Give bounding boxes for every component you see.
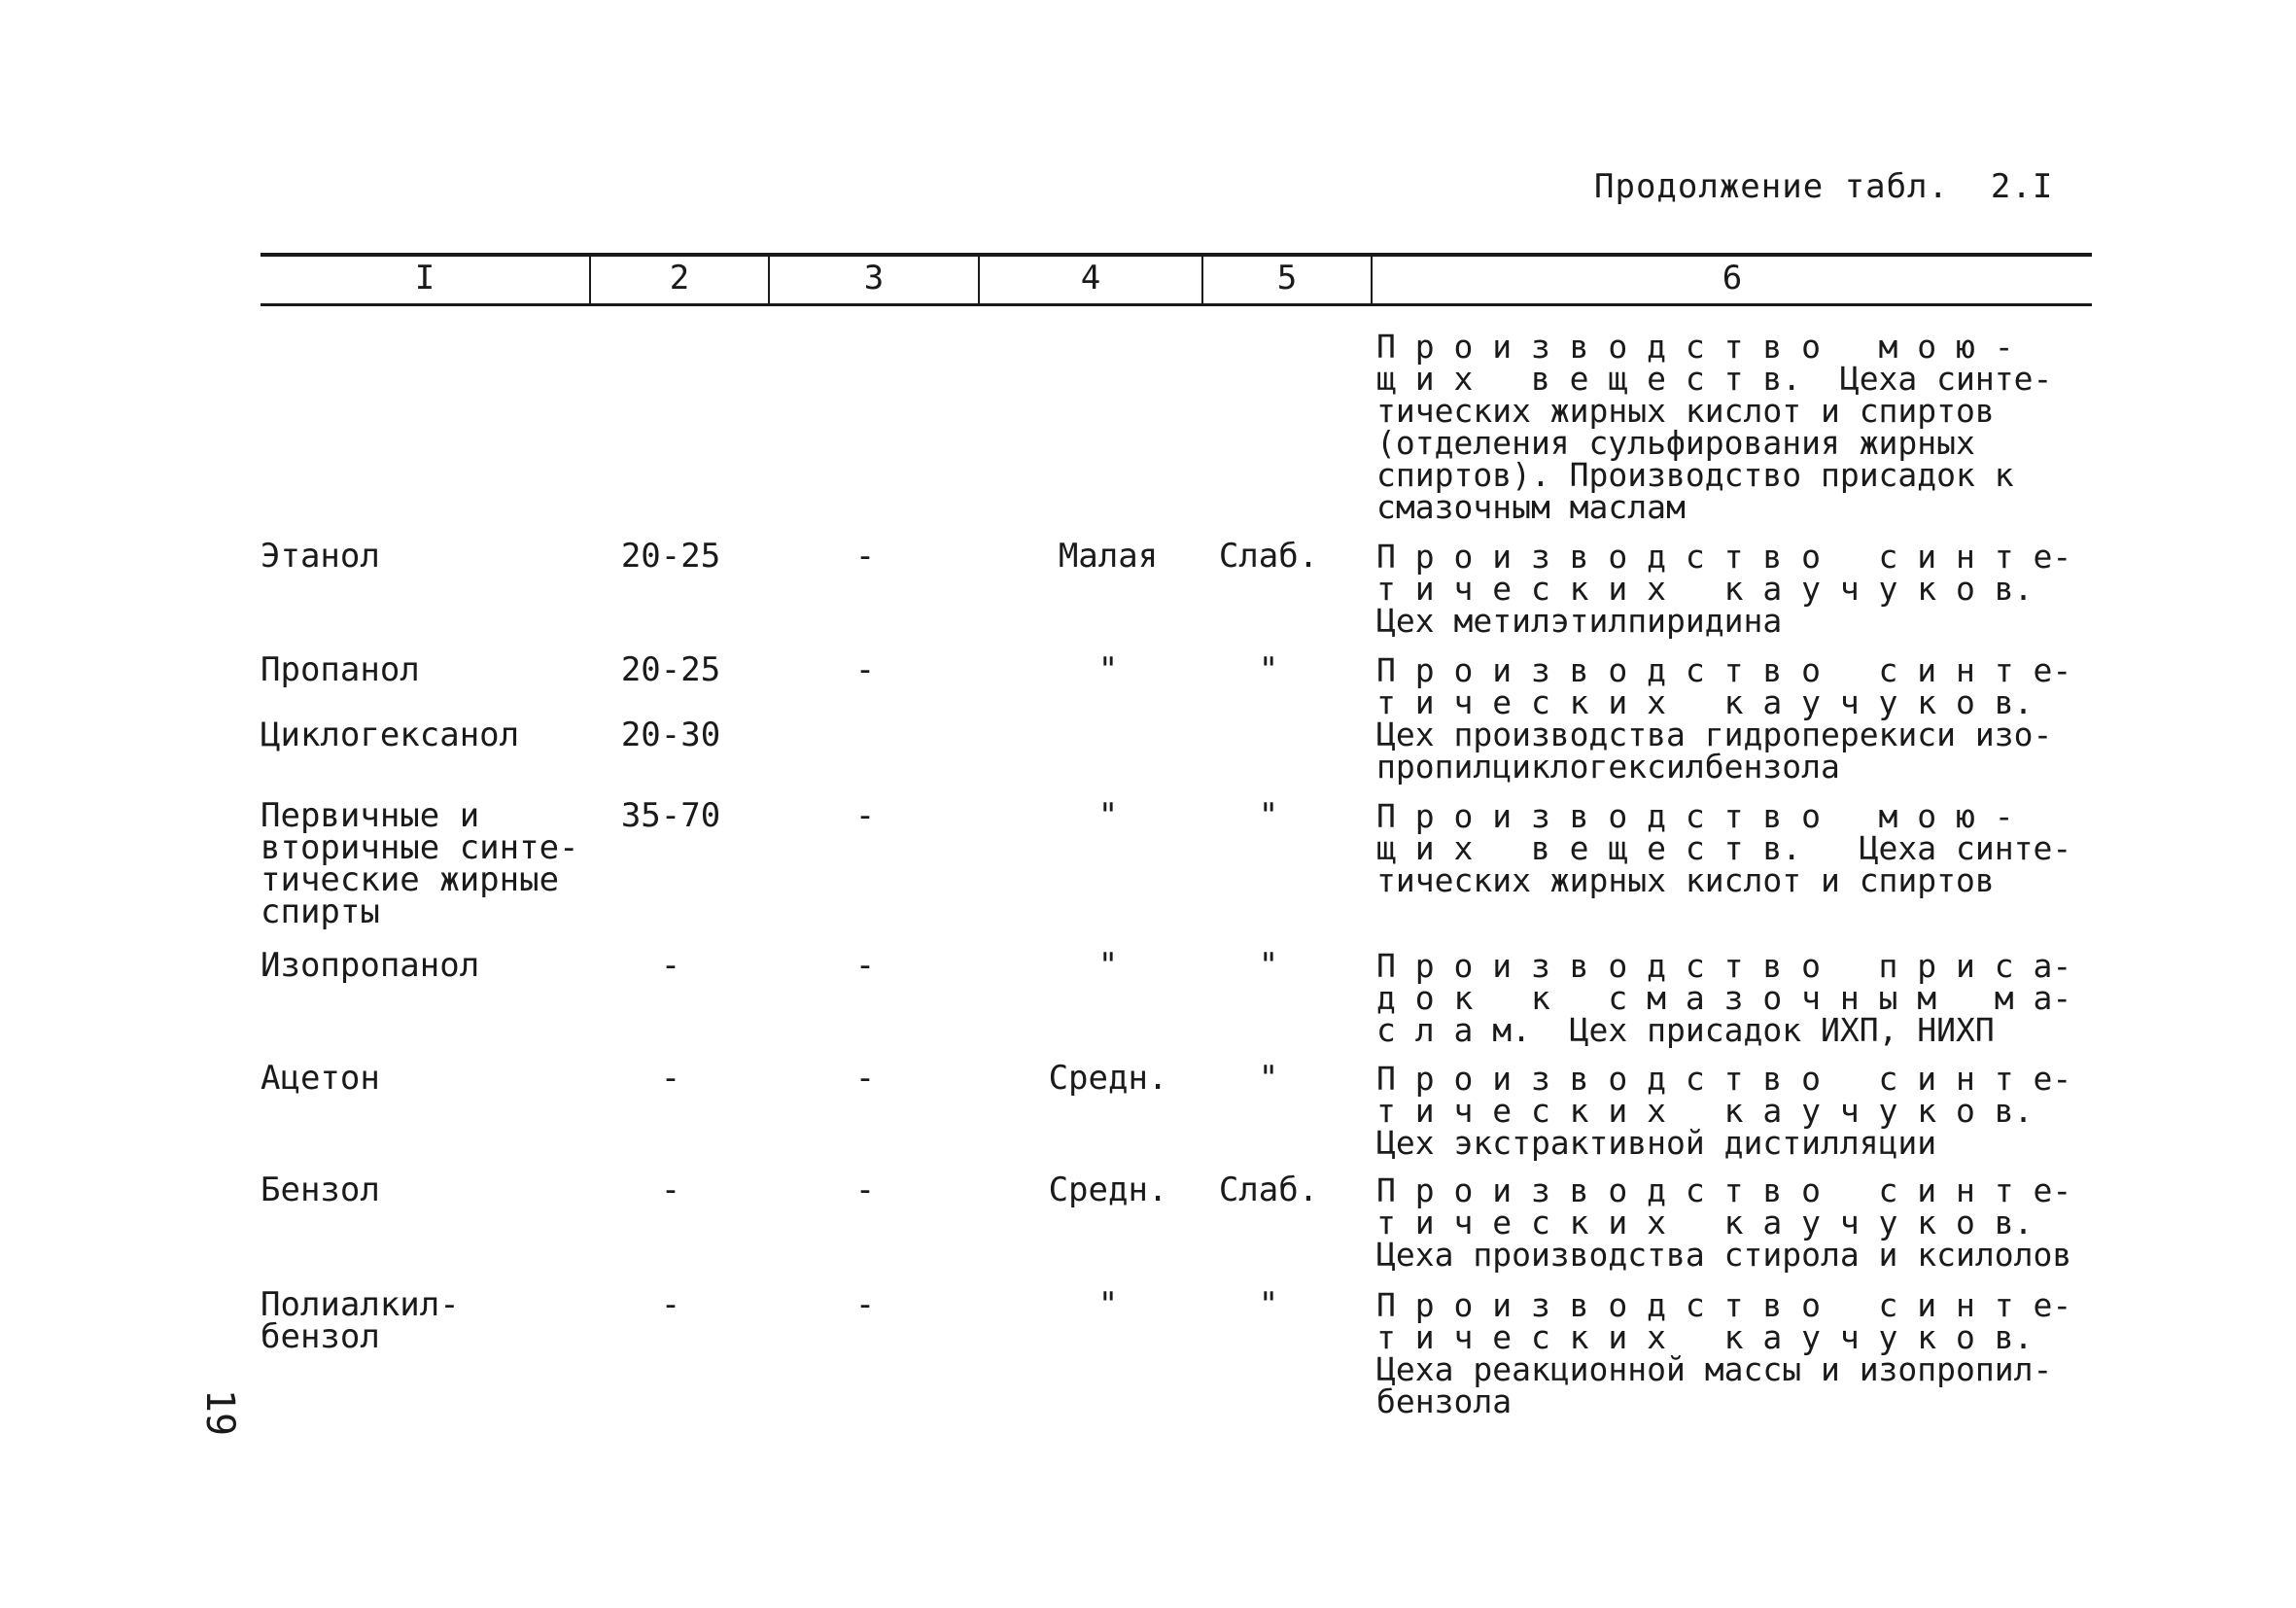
table-row-8-col5: ": [1258, 1285, 1279, 1324]
table-row-2-col2: 20-25: [620, 650, 721, 689]
table-row-7-col3: -: [854, 1171, 876, 1209]
table-row-4-col2: 35-70: [620, 796, 721, 835]
table-row-5-col2: -: [660, 946, 681, 985]
table-row-8-col6: П р о и з в о д с т в о с и н т е- т и ч е с к и х к а у ч у к о в. Цеха реакционной массы и изопропил- бензола: [1376, 1286, 2072, 1420]
table-row-5-col5: ": [1258, 946, 1279, 985]
table-row-4-col4: ": [1097, 796, 1119, 835]
table-row-2-col6: П р о и з в о д с т в о с и н т е- т и ч е с к и х к а у ч у к о в. Цех производства гидроперекиси изо- пропилциклогексилбензола: [1376, 651, 2072, 786]
table-row-0-col6: П р о и з в о д с т в о м о ю - щ и х в е щ е с т в. Цеха синте- тических жирных кислот и спиртов (отделения сульфирования жирных спиртов). Производство присадок к смазочным маслам: [1376, 328, 2053, 526]
table-row-8-col3: -: [854, 1285, 876, 1324]
table-row-1-col3: -: [854, 537, 876, 576]
table-row-2-col3: -: [854, 650, 876, 689]
table-row-5-substance: Изопропанол: [261, 946, 480, 985]
table-row-6-col6: П р о и з в о д с т в о с и н т е- т и ч е с к и х к а у ч у к о в. Цех экстрактивной дистилляции: [1376, 1060, 2072, 1162]
table-row-3-substance: Циклогексанол: [261, 716, 520, 754]
table-row-8-col2: -: [660, 1285, 681, 1324]
table-row-6-col3: -: [854, 1059, 876, 1098]
table-row-8-substance: Полиалкил- бензол: [261, 1285, 460, 1356]
column-header-1: I: [414, 259, 435, 297]
table-row-1-col5: Слаб.: [1218, 537, 1319, 576]
table-row-6-col5: ": [1258, 1059, 1279, 1098]
table-row-1-col2: 20-25: [620, 537, 721, 576]
page-number: 19: [197, 1388, 243, 1437]
table-row-2-substance: Пропанол: [261, 650, 420, 689]
table-row-1-substance: Этанол: [261, 537, 380, 576]
table-row-6-col4: Средн.: [1048, 1059, 1168, 1098]
table-row-7-col2: -: [660, 1171, 681, 1209]
table-row-2-col5: ": [1258, 650, 1279, 689]
table-row-5-col6: П р о и з в о д с т в о п р и с а- д о к к с м а з о ч н ы м м а- с л а м. Цех присадок ИХП, НИХП: [1376, 947, 2072, 1049]
table-row-2-col4: ": [1097, 650, 1119, 689]
table-row-3-col2: 20-30: [620, 716, 721, 754]
table-row-1-col4: Малая: [1058, 537, 1159, 576]
column-header-6: 6: [1722, 259, 1743, 297]
table-row-7-substance: Бензол: [261, 1171, 380, 1209]
column-header-4: 4: [1080, 259, 1101, 297]
table-row-4-col5: ": [1258, 796, 1279, 835]
table-row-7-col5: Слаб.: [1218, 1171, 1319, 1209]
table-row-4-col6: П р о и з в о д с т в о м о ю - щ и х в е щ е с т в. Цеха синте- тических жирных кислот и спиртов: [1376, 797, 2072, 899]
table-row-6-substance: Ацетон: [261, 1059, 380, 1098]
table-row-6-col2: -: [660, 1059, 681, 1098]
column-header-5: 5: [1276, 259, 1298, 297]
table-caption: Продолжение табл. 2.I: [1594, 167, 2054, 206]
table-header-rule: [261, 303, 2092, 306]
column-header-2: 2: [669, 259, 690, 297]
table-row-4-col3: -: [854, 796, 876, 835]
table-row-1-col6: П р о и з в о д с т в о с и н т е- т и ч е с к и х к а у ч у к о в. Цех метилэтилпиридина: [1376, 538, 2072, 640]
table-row-5-col4: ": [1097, 946, 1119, 985]
table-row-4-substance: Первичные и вторичные синте- тические жирные спирты: [261, 796, 579, 931]
table-top-rule: [261, 253, 2092, 257]
table-row-7-col4: Средн.: [1048, 1171, 1168, 1209]
table-row-5-col3: -: [854, 946, 876, 985]
column-header-3: 3: [863, 259, 885, 297]
table-row-7-col6: П р о и з в о д с т в о с и н т е- т и ч е с к и х к а у ч у к о в. Цеха производства стирола и ксилолов: [1376, 1171, 2072, 1274]
table-row-8-col4: ": [1097, 1285, 1119, 1324]
